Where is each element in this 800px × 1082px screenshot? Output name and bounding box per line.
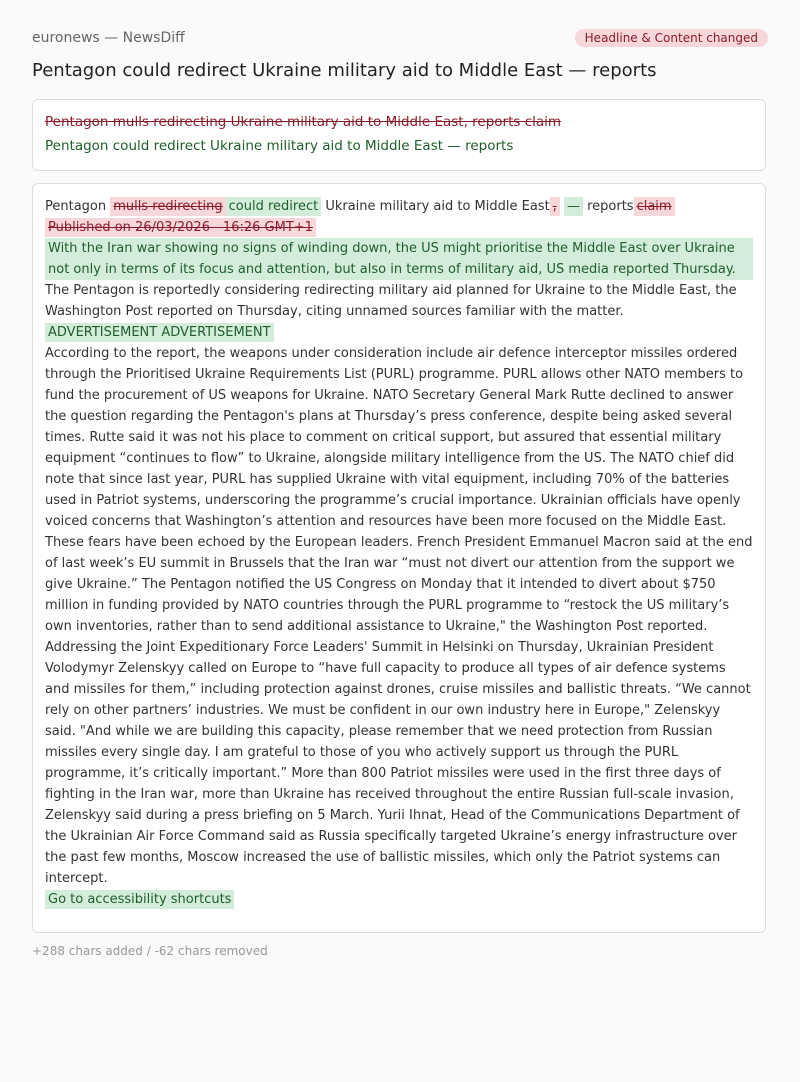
paragraph: The Pentagon is reportedly considering redirecting military aid planned for Ukraine to the Middle East, the Washington Post reported on Thursday, citing unnamed sources familiar with the matter.: [45, 283, 737, 319]
unchanged-text: Ukraine military aid to Middle East: [325, 199, 550, 214]
inserted-advertisement: ADVERTISEMENT ADVERTISEMENT: [45, 323, 274, 342]
diff-line-headline: [45, 196, 753, 217]
content-diff-card: [32, 183, 766, 933]
paragraph: According to the report, the weapons under consideration include air defence interceptor missiles ordered through the Prioritised Ukraine Requirements List (PURL) programme. PURL allows other NATO members to fund the procurement of US weapons for Ukraine. NATO Secretary General Mark Rutte declined to answer the question regarding the Pentagon's plans at Thursday’s press conference, despite being asked several times. Rutte said it was not his place to comment on critical support, but assured that essential military equipment “continues to flow” to Ukraine, alongside military intelligence from the US. The NATO chief did note that since last year, PURL has supplied Ukraine with vital equipment, including 70% of the batteries used in Patriot systems, underscoring the programme’s crucial importance. Ukrainian officials have openly voiced concerns that Washington’s attention and resources have been more focused on the Middle East. These fears have been echoed by the European leaders. French President Emmanuel Macron said at the end of last week’s EU summit in Brussels that the Iran war “must not divert our attention from the support we give Ukraine.” The Pentagon notified the US Congress on Monday that it intended to divert about $750 million in funding provided by NATO countries through the PURL programme to “restock the US military’s own inventories, rather than to send additional assistance to Ukraine," the Washington Post reported. Addressing the Joint Expeditionary Force Leaders' Summit in Helsinki on Thursday, Ukrainian President Volodymyr Zelenskyy called on Europe to “have full capacity to produce all types of air defence systems and missiles for them,” including protection against drones, cruise missiles and ballistic threats. “We cannot rely on other partners’ industries. We must be confident in our own industry here in Europe," Zelenskyy said. "And while we are building this capacity, please remember that we need protection from Russian missiles every single day. I am grateful to those of you who actively support us through the PURL programme, it’s critically important.” More than 800 Patriot missiles were used in the first three days of fighting in the Iran war, more than Ukraine has received throughout the entire Russian full-scale invasion, Zelenskyy said during a press briefing on 5 March. Yurii Ihnat, Head of the Communications Department of the Ukrainian Air Force Command said as Russia specifically targeted Ukraine’s energy infrastructure over the past few months, Moscow increased the use of ballistic missiles, which only the Patriot systems can intercept.: [45, 346, 753, 886]
inserted-lead: With the Iran war showing no signs of winding down, the US might prioritise the Middle East over Ukraine not only in terms of its focus and attention, but also in terms of military aid, US media reported Thursday.: [45, 238, 753, 280]
deleted-text: claim: [634, 197, 675, 216]
deleted-published-date: Published on 26/03/2026 - 16:26 GMT+1: [45, 218, 316, 237]
headline-diff-card: [32, 99, 766, 171]
deleted-text: ,: [550, 197, 560, 216]
deleted-text: mulls redirecting: [110, 197, 225, 216]
top-bar: [32, 28, 768, 48]
diff-stats: +288 chars added / -62 chars removed: [32, 944, 268, 958]
inserted-text: could redirect: [226, 197, 322, 216]
unchanged-text: reports: [587, 199, 634, 214]
page-title: Pentagon could redirect Ukraine military aid to Middle East — reports: [32, 60, 657, 81]
new-headline: Pentagon could redirect Ukraine military aid to Middle East — reports: [45, 138, 514, 154]
unchanged-text: Pentagon: [45, 199, 107, 214]
source-label: euronews — NewsDiff: [32, 30, 185, 46]
status-badge: Headline & Content changed: [575, 29, 768, 47]
inserted-accessibility-link: Go to accessibility shortcuts: [45, 890, 234, 909]
old-headline: Pentagon mulls redirecting Ukraine military aid to Middle East, reports claim: [45, 114, 562, 130]
inserted-text: —: [564, 197, 583, 216]
